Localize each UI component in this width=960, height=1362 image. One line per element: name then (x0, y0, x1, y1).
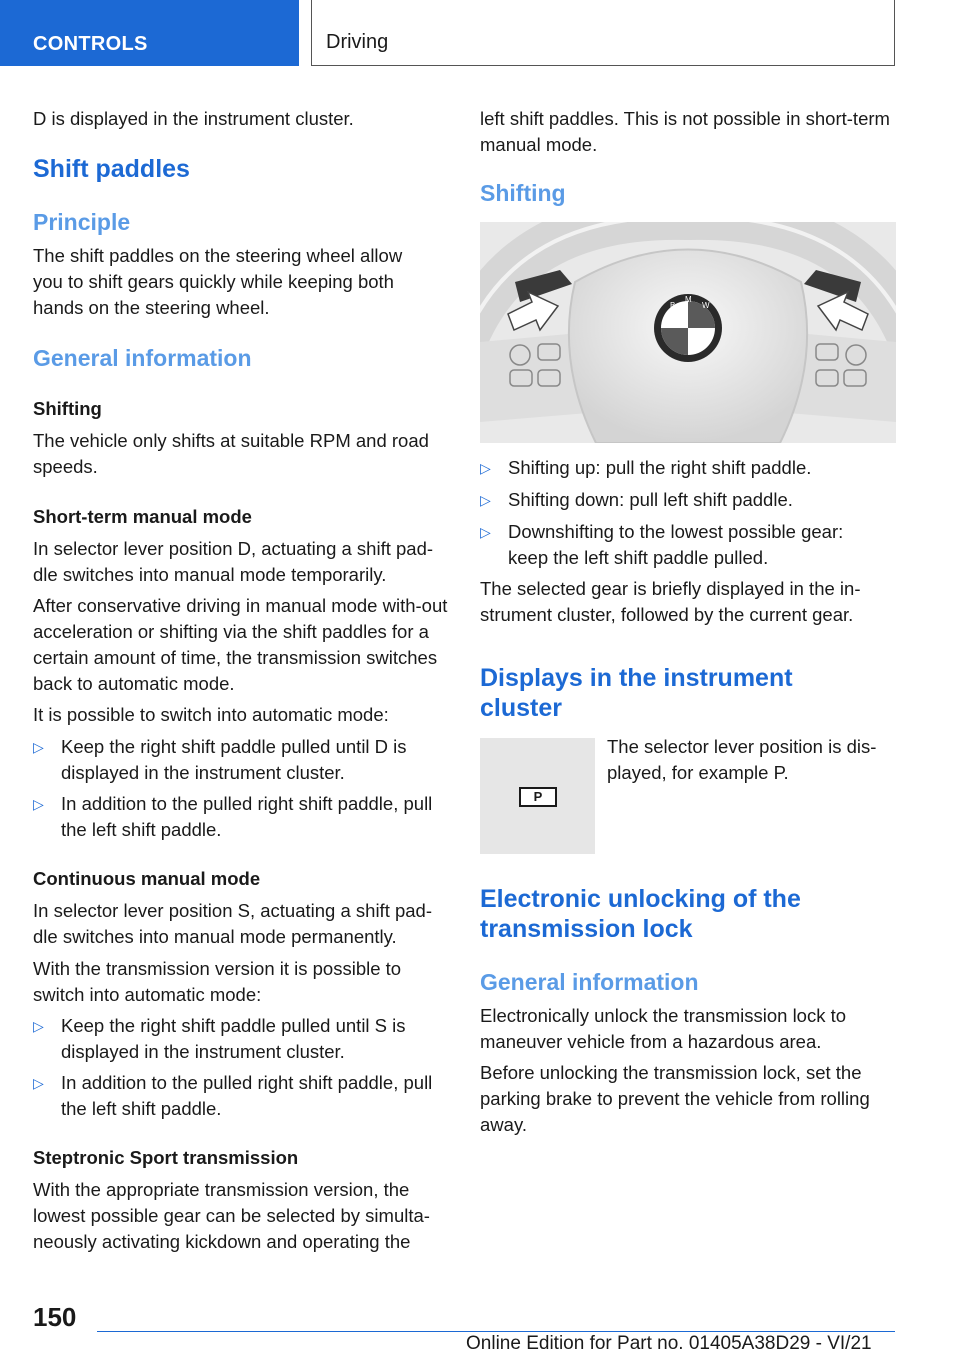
svg-text:B: B (670, 301, 676, 310)
heading-shifting-right: Shifting (480, 180, 566, 206)
unlock-text: Electronically unlock the transmission lock to maneuver vehicle from a hazardous area. (480, 1005, 847, 1052)
gear-p-symbol: P (519, 787, 557, 807)
short-term-text: In selector lever position D, actuating a shift pad‐dle switches into manual mode temporarily. (33, 538, 434, 585)
steering-wheel-image (480, 222, 896, 443)
chapter-title: Driving (326, 31, 389, 53)
shifting-text: The vehicle only shifts at suitable RPM and road speeds. (33, 430, 429, 477)
heading-displays-cluster: Displays in the instrument cluster (480, 664, 793, 722)
heading-short-term-manual-mode: Short-term manual mode (33, 506, 252, 527)
continuous-text: In selector lever position S, actuating a shift pad‐dle switches into manual mode permanently. (33, 900, 432, 947)
svg-text:W: W (702, 301, 710, 310)
triangle-bullet-icon: ▷ (33, 1075, 44, 1091)
svg-text:M: M (685, 295, 692, 304)
selector-position-display-image (480, 738, 595, 854)
list-item: ▷ Keep the right shift paddle pulled until D is displayed in the instrument cluster. (33, 736, 407, 783)
after-conservative-text: After conservative driving in manual mode with‐out acceleration or shifting via the shift paddles for a certain amount of time, the transmission switches back to automatic mode. (33, 595, 448, 694)
intro-text: D is displayed in the instrument cluster. (33, 108, 354, 129)
triangle-bullet-icon: ▷ (33, 1018, 44, 1034)
list-item: ▷ In addition to the pulled right shift paddle, pull the left shift paddle. (33, 1072, 433, 1119)
steering-wheel-illustration (480, 222, 896, 443)
list-item: ▷ Keep the right shift paddle pulled until S is displayed in the instrument cluster. (33, 1015, 406, 1062)
heading-principle: Principle (33, 209, 131, 235)
list-item: ▷ In addition to the pulled right shift paddle, pull the left shift paddle. (33, 793, 433, 840)
continued-text: left shift paddles. This is not possible in short‐term manual mode. (480, 108, 890, 155)
principle-text: The shift paddles on the steering wheel allow you to shift gears quickly while keeping both hands on the steering wheel. (33, 245, 403, 318)
header-frame (311, 0, 895, 66)
heading-shifting: Shifting (33, 398, 102, 419)
heading-general-information: General information (33, 345, 252, 371)
list-item: ▷ Downshifting to the lowest possible gear: keep the left shift paddle pulled. (480, 521, 844, 568)
footer-edition: Online Edition for Part no. 01405A38D29 - VI/21 (466, 1333, 872, 1354)
possible-switch-text: It is possible to switch into automatic mode: (33, 704, 389, 725)
triangle-bullet-icon: ▷ (33, 739, 44, 755)
heading-steptronic-sport: Steptronic Sport transmission (33, 1147, 299, 1168)
heading-electronic-unlocking: Electronic unlocking of the transmission lock (480, 885, 801, 943)
list-item: ▷ Shifting up: pull the right shift paddle. (480, 455, 896, 481)
triangle-bullet-icon: ▷ (480, 492, 491, 508)
heading-general-information-right: General information (480, 969, 699, 995)
triangle-bullet-icon: ▷ (480, 460, 491, 476)
list-item: ▷ Shifting down: pull left shift paddle. (480, 487, 896, 513)
heading-continuous-manual-mode: Continuous manual mode (33, 868, 261, 889)
before-unlocking-text: Before unlocking the transmission lock, set the parking brake to prevent the vehicle from rolling away. (480, 1062, 870, 1135)
selected-gear-text: The selected gear is briefly displayed in the in‐strument cluster, followed by the current gear. (480, 578, 861, 625)
footer-divider (97, 1331, 895, 1332)
selector-position-text: The selector lever position is dis‐played, for example P. (607, 736, 877, 783)
steptronic-text: With the appropriate transmission version, the lowest possible gear can be selected by simulta‐neously activating kickdown and operating the (33, 1179, 430, 1252)
transmission-version-text: With the transmission version it is possible to switch into automatic mode: (33, 958, 402, 1005)
triangle-bullet-icon: ▷ (480, 524, 491, 540)
section-tab: CONTROLS (0, 0, 299, 66)
page-number: 150 (33, 1302, 77, 1332)
triangle-bullet-icon: ▷ (33, 796, 44, 812)
heading-shift-paddles: Shift paddles (33, 155, 190, 183)
